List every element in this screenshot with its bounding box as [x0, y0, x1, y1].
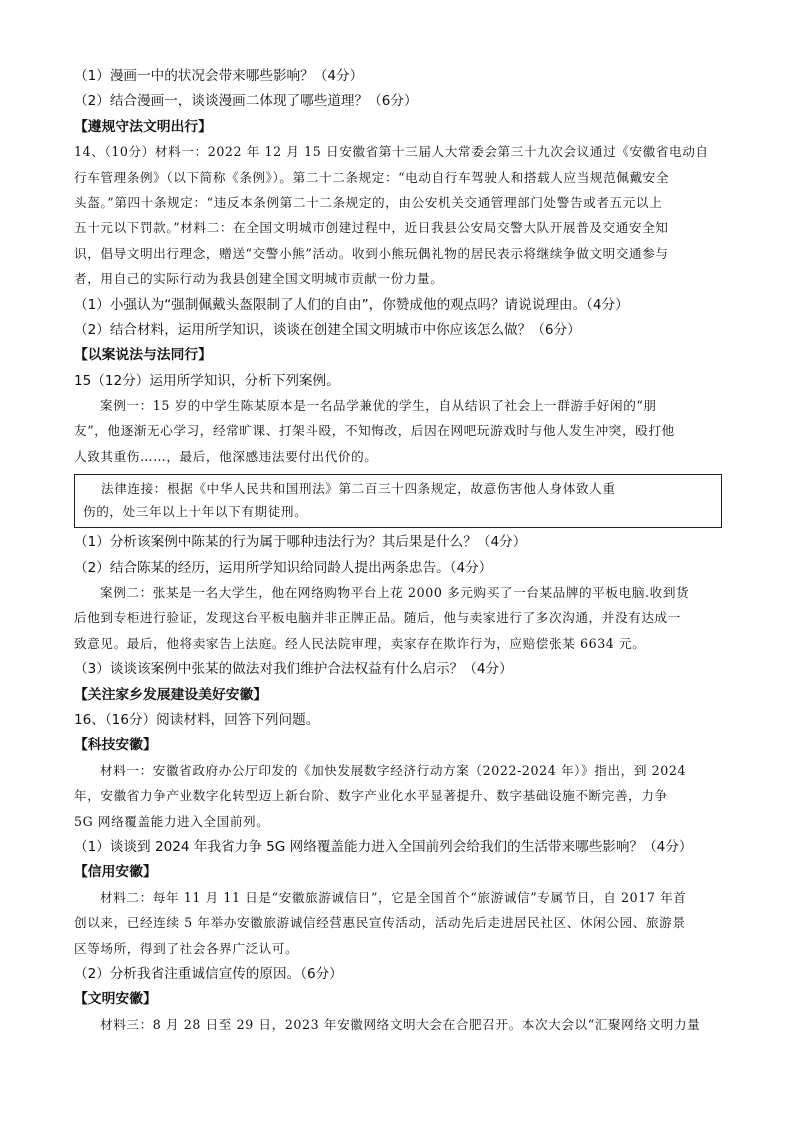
question-15-3: （3）谈谈该案例中张某的做法对我们维护合法权益有什么启示？（4分）	[74, 661, 513, 678]
section-heading-civilization: 【文明安徽】	[74, 991, 157, 1008]
section-heading-hometown: 【关注家乡发展建设美好安徽】	[74, 686, 268, 703]
material-2-line: 创以来，已经连续 5 年举办安徽旅游诚信经营惠民宣传活动，活动先后走进居民社区、休闲公园、旅游景	[74, 915, 686, 931]
question-1: （1）漫画一中的状况会带来哪些影响？（4分）	[74, 68, 364, 84]
case-2-line: 致意见。最后，他将卖家告上法庭。经人民法院审理，卖家存在欺诈行为，应赔偿张某 6634 元。	[74, 635, 646, 651]
question-15-1: （1）分析该案例中陈某的行为属于哪种违法行为？其后果是什么？（4分）	[74, 534, 527, 551]
question-15-stem: 15（12分）运用所学知识，分析下列案例。	[74, 372, 340, 389]
law-link-box	[74, 474, 722, 528]
material-1-line: 年，安徽省力争产业数字化转型迈上新台阶、数字产业化水平显著提升、数字基础设施不断完善，力争	[74, 788, 668, 804]
material-14-line: 头盔。”第四十条规定：“违反本条例第二十二条规定的，由公安机关交通管理部门处警告或者五元以上	[74, 194, 663, 210]
material-1-line: 5G 网络覆盖能力进入全国前列。	[74, 813, 270, 829]
section-heading-tech: 【科技安徽】	[74, 737, 157, 754]
question-14-stem: 14、（10分）材料一：2022 年 12 月 15 日安徽省第十三届人大常委会第三十九次会议通过《安徽省电动自	[74, 144, 709, 160]
case-1-line: 友”，他逐渐无心学习，经常旷课、打架斗殴，不知悔改，后因在网吧玩游戏时与他人发生冲突，殴打他	[74, 423, 675, 439]
case-2-line: 后他到专柜进行验证，发现这台平板电脑并非正牌正品。随后，他与卖家进行了多次沟通，并没有达成一	[74, 610, 681, 626]
question-14-2: （2）结合材料，运用所学知识，谈谈在创建全国文明城市中你应该怎么做？（6分）	[74, 321, 581, 338]
question-16-1: （1）谈谈到 2024 年我省力争 5G 网络覆盖能力进入全国前列会给我们的生活带来哪些影响？（4分）	[74, 838, 693, 855]
question-16-stem: 16、（16分）阅读材料，回答下列问题。	[74, 711, 320, 728]
material-1-line: 材料一：安徽省政府办公厅印发的《加快发展数字经济行动方案（2022-2024 年）》指出，到 2024	[100, 762, 687, 778]
material-3-line: 材料三：8 月 28 日至 29 日，2023 年安徽网络文明大会在合肥召开。本次大会以“汇聚网络文明力量	[100, 1016, 701, 1032]
section-heading-credit: 【信用安徽】	[74, 864, 157, 881]
material-2-line: 材料二：每年 11 月 11 日是“安徽旅游诚信日”，它是全国首个“旅游诚信”专属节日，自 2017 年首	[100, 889, 687, 905]
question-15-2: （2）结合陈某的经历，运用所学知识给同龄人提出两条忠告。（4分）	[74, 559, 493, 576]
material-14-line: 者，用自己的实际行动为我县创建全国文明城市贡献一份力量。	[74, 271, 444, 287]
section-heading-law: 【以案说法与法同行】	[74, 347, 212, 364]
case-2-line: 案例二：张某是一名大学生，他在网络购物平台上花 2000 多元购买了一台某品牌的平板电脑.收到货	[100, 585, 690, 601]
material-2-line: 区等场所，得到了社会各界广泛认可。	[74, 940, 299, 956]
case-1-line: 人致其重伤……，最后，他深感违法要付出代价的。	[74, 448, 378, 464]
law-link-line: 法律连接：根据《中华人民共和国刑法》第二百三十四条规定，故意伤害他人身体致人重	[101, 481, 616, 497]
material-14-line: 五十元以下罚款。”材料二：在全国文明城市创建过程中，近日我县公安局交警大队开展普及交通安全知	[74, 220, 669, 236]
question-2: （2）结合漫画一，谈谈漫画二体现了哪些道理？（6分）	[74, 93, 418, 110]
question-14-1: （1）小强认为“强制佩戴头盔限制了人们的自由”，你赞成他的观点吗？请说说理由。（4分）	[74, 296, 629, 313]
section-heading-traffic: 【遵规守法文明出行】	[74, 118, 212, 135]
material-14-line: 识，倡导文明出行理念，赠送“交警小熊”活动。收到小熊玩偶礼物的居民表示将继续争做文明交通参与	[74, 245, 669, 261]
material-14-line: 行车管理条例》（以下简称《条例》）。第二十二条规定：“电动自行车驾驶人和搭载人应当规范佩戴安全	[74, 169, 670, 185]
question-16-2: （2）分析我省注重诚信宣传的原因。（6分）	[74, 965, 343, 982]
case-1-line: 案例一：15 岁的中学生陈某原本是一名品学兼优的学生，自从结识了社会上一群游手好闲的“朋	[100, 398, 657, 414]
exam-page	[74, 66, 722, 1040]
law-link-line: 伤的，处三年以上十年以下有期徒刑。	[83, 504, 308, 520]
